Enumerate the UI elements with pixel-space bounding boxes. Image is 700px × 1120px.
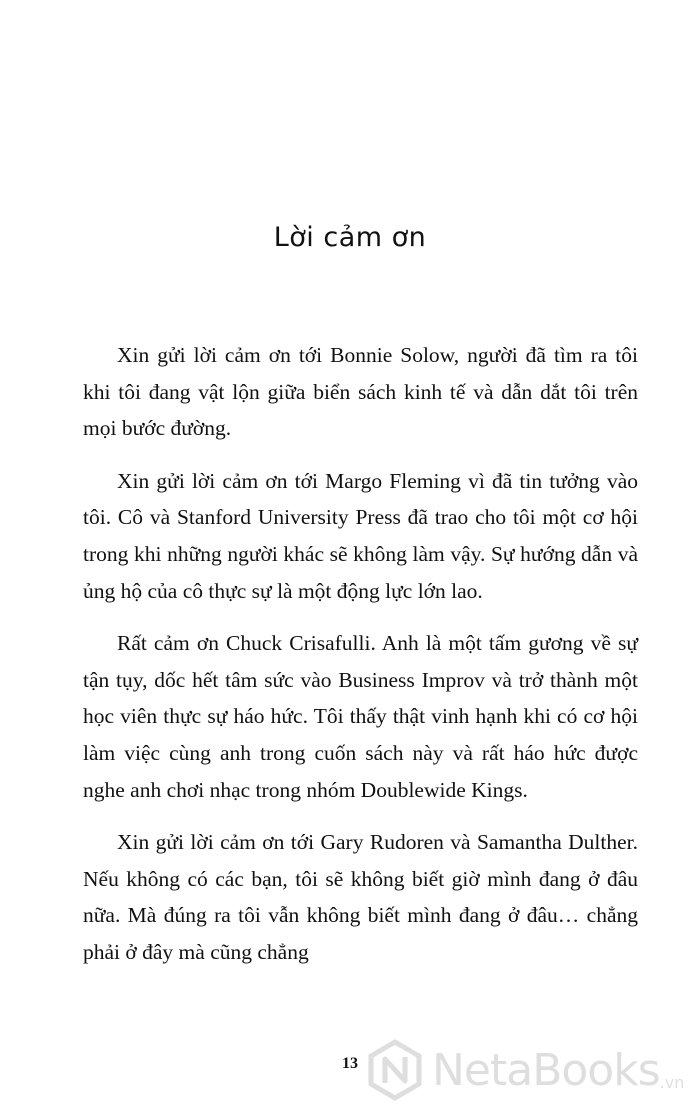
paragraph-1: Xin gửi lời cảm ơn tới Bonnie Solow, người đã tìm ra tôi khi tôi đang vật lộn giữa biển sách kinh tế và dẫn dắt tôi trên mọi bước đường. [83, 343, 638, 441]
body-text [83, 337, 638, 987]
page-number: 13 [342, 1055, 358, 1072]
paragraph-2: Xin gửi lời cảm ơn tới Margo Fleming vì đã tin tưởng vào tôi. Cô và Stanford University Press đã trao cho tôi một cơ hội trong khi những người khác sẽ không làm vậy. Sự hướng dẫn và ủng hộ của cô thực sự là một động lực lớn lao. [83, 468, 638, 603]
page-title: Lời cảm ơn [273, 222, 427, 253]
paragraph-3: Rất cảm ơn Chuck Crisafulli. Anh là một tấm gương về sự tận tụy, dốc hết tâm sức vào Business Improv và trở thành một học viên thực sự háo hức. Tôi thấy thật vinh hạnh khi có cơ hội làm việc cùng anh trong cuốn sách này và rất háo hức được nghe anh chơi nhạc trong nhóm Doublewide Kings. [83, 631, 638, 802]
watermark-text: NetaBooks [432, 1044, 660, 1096]
watermark-suffix: .vn [659, 1073, 685, 1092]
netabooks-logo-icon [364, 1039, 426, 1101]
watermark [364, 1030, 694, 1110]
paragraph-4: Xin gửi lời cảm ơn tới Gary Rudoren và Samantha Dulther. Nếu không có các bạn, tôi sẽ không biết giờ mình đang ở đâu nữa. Mà đúng ra tôi vẫn không biết mình đang ở đâu… chẳng phải ở đây mà cũng chẳng [83, 830, 638, 964]
